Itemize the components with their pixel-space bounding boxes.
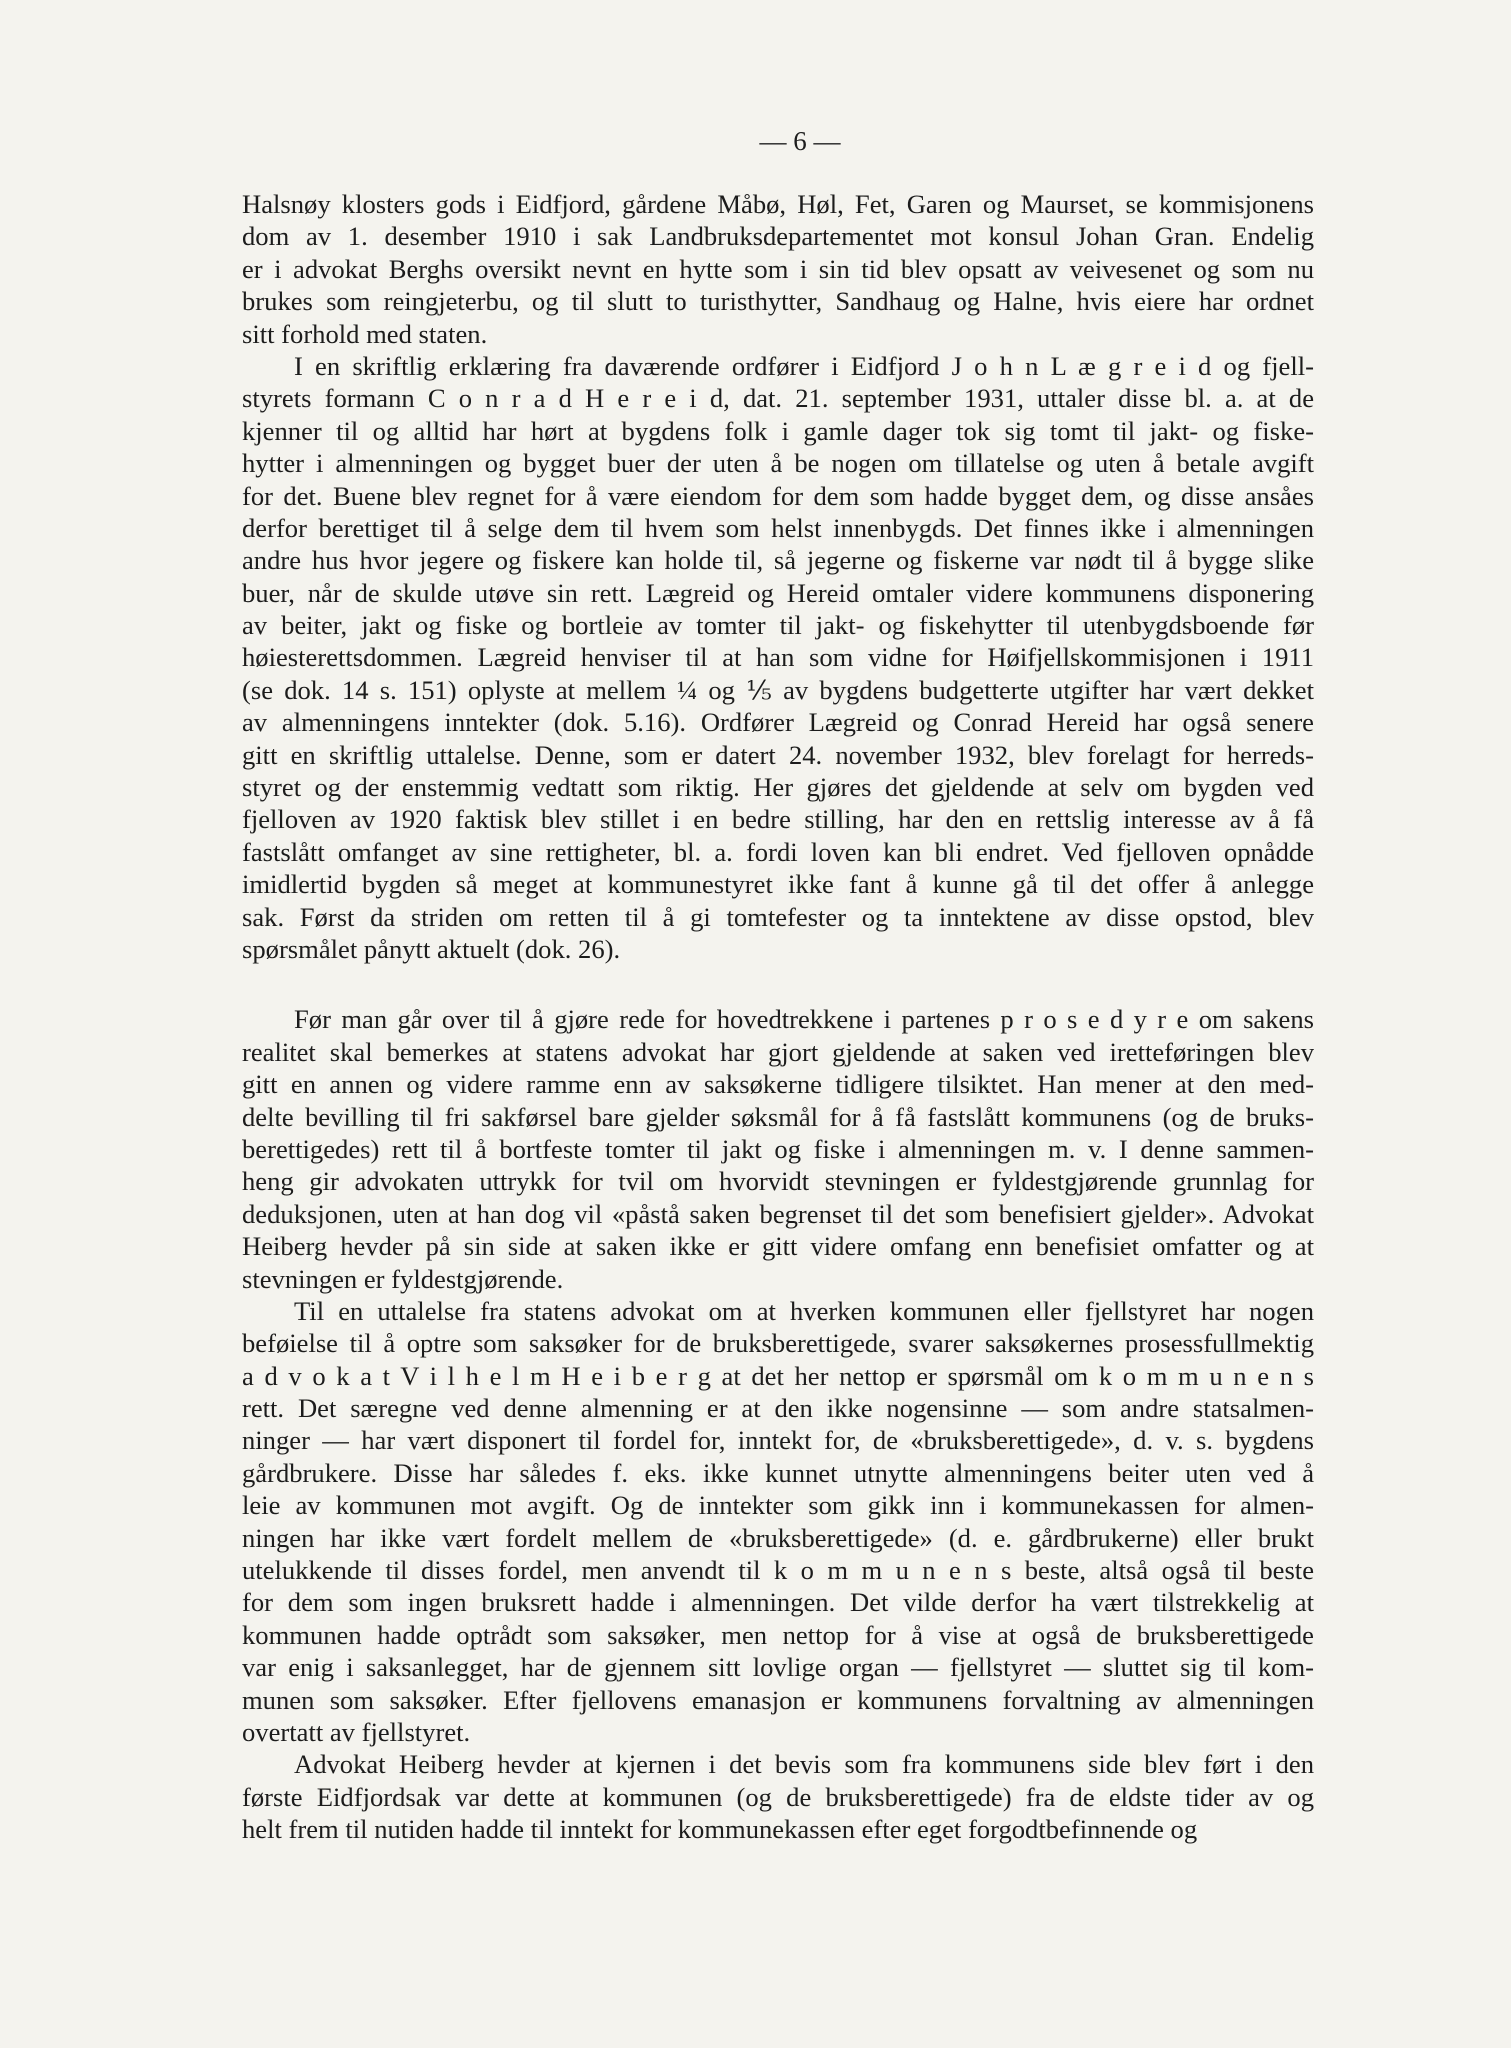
text-line: stevningen er fyldestgjørende. <box>242 1263 564 1294</box>
text-line: gitt en skriftlig uttalelse. Denne, som er datert 24. november 1932, blev forelagt for herreds- <box>242 739 1314 770</box>
text-line: er i advokat Berghs oversikt nevnt en hytte som i sin tid blev opsatt av veivesenet og som nu <box>242 253 1314 284</box>
text-line: høiesterettsdommen. Lægreid henviser til at han som vidne for Høifjellskommisjonen i 1911 <box>242 642 1314 673</box>
paragraph-p2 <box>242 350 1314 965</box>
text-line: heng gir advokaten uttrykk for tvil om hvorvidt stevningen er fyldestgjørende grunnlag for <box>242 1166 1314 1197</box>
text-line: fastslått omfanget av sine rettigheter, bl. a. fordi loven kan bli endret. Ved fjelloven opnådde <box>242 836 1314 867</box>
text-line: helt frem til nutiden hadde til inntekt for kommunekassen efter eget forgodtbefinnende og <box>242 1814 1198 1845</box>
page-number: — 6 — <box>759 126 841 156</box>
text-line: a d v o k a t V i l h e l m H e i b e r g at det her nettop er spørsmål om k o m m u n e n s <box>242 1360 1314 1391</box>
text-line: for dem som ingen bruksrett hadde i almenningen. Det vilde derfor ha vært tilstrekkelig at <box>242 1587 1314 1618</box>
text-line: munen som saksøker. Efter fjellovens emanasjon er kommunens forvaltning av almenningen <box>242 1684 1314 1715</box>
text-line: for det. Buene blev regnet for å være eiendom for dem som hadde bygget dem, og disse ansåes <box>242 480 1314 511</box>
text-line: av beiter, jakt og fiske og bortleie av tomter til jakt- og fiskehytter til utenbygdsboende før <box>242 610 1314 641</box>
text-line: deduksjonen, uten at han dog vil «påstå saken begrenset til det som benefisiert gjelder». Advokat <box>242 1198 1314 1229</box>
text-line: ningen har ikke vært fordelt mellem de «bruksberettigede» (d. e. gårdbrukerne) eller brukt <box>242 1522 1314 1553</box>
text-line: sitt forhold med staten. <box>242 318 488 349</box>
text-line: buer, når de skulde utøve sin rett. Lægreid og Hereid omtaler videre kommunens disponering <box>242 577 1314 608</box>
text-line: Til en uttalelse fra statens advokat om at hverken kommunen eller fjellstyret har nogen <box>294 1295 1314 1326</box>
text-line: derfor berettiget til å selge dem til hvem som helst innenbygds. Det finnes ikke i almenningen <box>242 512 1314 543</box>
text-line: styret og der enstemmig vedtatt som riktig. Her gjøres det gjeldende at selv om bygden ved <box>242 772 1314 803</box>
text-line: Advokat Heiberg hevder at kjernen i det bevis som fra kommunens side blev ført i den <box>294 1749 1314 1780</box>
text-line: sak. Først da striden om retten til å gi tomtefester og ta inntektene av disse opstod, blev <box>242 901 1314 932</box>
text-line: var enig i saksanlegget, har de gjennem sitt lovlige organ — fjellstyret — sluttet sig til kom- <box>242 1652 1314 1683</box>
text-line: spørsmålet pånytt aktuelt (dok. 26). <box>242 933 621 964</box>
text-line: leie av kommunen mot avgift. Og de inntekter som gikk inn i kommunekassen for almen- <box>242 1490 1314 1521</box>
paragraph-p1 <box>242 188 1314 350</box>
paragraph-p3 <box>242 1003 1314 1295</box>
text-line: ninger — har vært disponert til fordel for, inntekt for, de «bruksberettigede», d. v. s. bygdens <box>242 1425 1314 1456</box>
text-line: overtatt av fjellstyret. <box>242 1716 471 1747</box>
paragraph-p5 <box>242 1748 1314 1845</box>
text-line: Før man går over til å gjøre rede for hovedtrekkene i partenes p r o s e d y r e om sakens <box>294 1004 1314 1035</box>
text-line: Heiberg hevder på sin side at saken ikke er gitt videre omfang enn benefisiet omfatter og at <box>242 1231 1314 1262</box>
text-line: fjelloven av 1920 faktisk blev stillet i en bedre stilling, har den en rettslig interesse av å få <box>242 804 1314 835</box>
text-line: berettigedes) rett til å bortfeste tomter til jakt og fiske i almenningen m. v. I denne sammen- <box>242 1133 1314 1164</box>
text-line: første Eidfjordsak var dette at kommunen (og de bruksberettigede) fra de eldste tider av og <box>242 1781 1314 1812</box>
text-line: I en skriftlig erklæring fra daværende ordfører i Eidfjord J o h n L æ g r e i d og fjell- <box>294 350 1314 381</box>
paragraph-p4 <box>242 1295 1314 1748</box>
text-line: gårdbrukere. Disse har således f. eks. ikke kunnet utnytte almenningens beiter uten ved å <box>242 1457 1314 1488</box>
text-line: kommunen hadde optrådt som saksøker, men nettop for å vise at også de bruksberettigede <box>242 1619 1314 1650</box>
text-line: realitet skal bemerkes at statens advokat har gjort gjeldende at saken ved iretteføringen blev <box>242 1036 1314 1067</box>
paragraph-gap <box>242 965 1314 1003</box>
text-line: hytter i almenningen og bygget buer der uten å be nogen om tillatelse og uten å betale avgift <box>242 448 1314 479</box>
text-line: av almenningens inntekter (dok. 5.16). Ordfører Lægreid og Conrad Hereid har også senere <box>242 707 1314 738</box>
text-line: (se dok. 14 s. 151) oplyste at mellem ¼ og ⅕ av bygdens budgetterte utgifter har vært dekket <box>242 674 1314 705</box>
text-line: delte bevilling til fri sakførsel bare gjelder søksmål for å få fastslått kommunens (og de bruks- <box>242 1101 1314 1132</box>
text-line: imidlertid bygden så meget at kommunestyret ikke fant å kunne gå til det offer å anlegge <box>242 869 1314 900</box>
text-line: gitt en annen og videre ramme enn av saksøkerne tidligere tilsiktet. Han mener at den med- <box>242 1069 1314 1100</box>
text-line: andre hus hvor jegere og fiskere kan holde til, så jegerne og fiskerne var nødt til å bygge slike <box>242 545 1314 576</box>
text-line: beføielse til å optre som saksøker for de bruksberettigede, svarer saksøkernes prosessfullmektig <box>242 1328 1314 1359</box>
text-line: kjenner til og alltid har hørt at bygdens folk i gamle dager tok sig tomt til jakt- og fiske- <box>242 415 1314 446</box>
body-text <box>242 188 1314 1846</box>
text-line: Halsnøy klosters gods i Eidfjord, gårdene Måbø, Høl, Fet, Garen og Maurset, se kommisjonens <box>242 189 1314 219</box>
text-line: rett. Det særegne ved denne almenning er at den ikke nogensinne — som andre statsalmen- <box>242 1393 1314 1424</box>
text-line: styrets formann C o n r a d H e r e i d, dat. 21. september 1931, uttaler disse bl. a. at de <box>242 383 1314 414</box>
text-line: dom av 1. desember 1910 i sak Landbruksdepartementet mot konsul Johan Gran. Endelig <box>242 221 1314 252</box>
text-line: utelukkende til disses fordel, men anvendt til k o m m u n e n s beste, altså også til beste <box>242 1555 1314 1586</box>
text-line: brukes som reingjeterbu, og til slutt to turisthytter, Sandhaug og Halne, hvis eiere har ordnet <box>242 286 1314 317</box>
